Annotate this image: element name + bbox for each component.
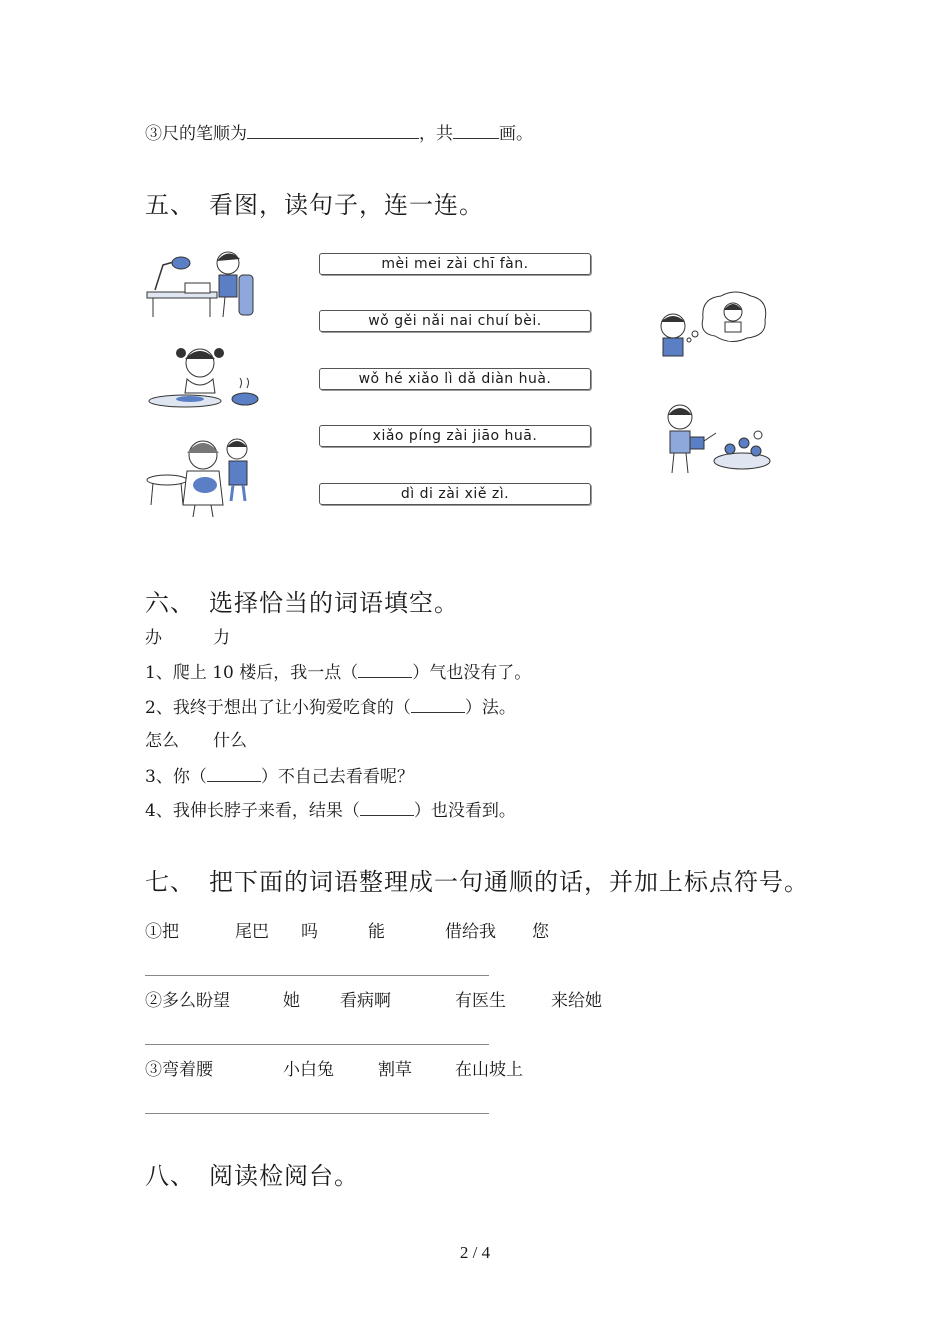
sentence-1-blank[interactable] bbox=[358, 661, 412, 678]
sentence-3-after: ）不自己去看看呢？ bbox=[260, 767, 414, 787]
reorder-row-3 bbox=[145, 1059, 645, 1081]
sentence-4-before: 4、我伸长脖子来看，结果（ bbox=[145, 801, 360, 821]
sentence-4-blank[interactable] bbox=[360, 799, 414, 816]
girl-watering-flowers-illustration bbox=[660, 403, 772, 475]
section7-title: 把下面的词语整理成一句通顺的话，并加上标点符号。 bbox=[209, 868, 809, 896]
boy-writing-illustration bbox=[145, 245, 260, 320]
word-choice: 办 bbox=[145, 628, 162, 648]
sentence-2-before: 2、我终于想出了让小狗爱吃食的（ bbox=[145, 698, 411, 718]
pinyin-sentence-1[interactable]: mèi mei zài chī fàn. bbox=[319, 253, 591, 275]
word-choices-2 bbox=[145, 730, 345, 752]
section5-number: 五、 bbox=[145, 191, 195, 219]
q4-item3-middle: ，共 bbox=[419, 124, 453, 144]
girl-eating-illustration bbox=[145, 343, 265, 413]
reorder-word: ②多么盼望 bbox=[145, 991, 230, 1011]
sentence-1-after: ）气也没有了。 bbox=[412, 663, 532, 683]
answer-line-1[interactable] bbox=[145, 975, 489, 976]
section8-number: 八、 bbox=[145, 1162, 195, 1190]
stroke-order-blank[interactable] bbox=[247, 122, 419, 139]
q4-item3-prefix: ③尺的笔顺为 bbox=[145, 124, 247, 144]
reorder-word: 您 bbox=[532, 922, 549, 942]
sentence-2-blank[interactable] bbox=[411, 696, 465, 713]
sentence-3-blank[interactable] bbox=[207, 765, 261, 782]
sentence-1-before: 1、爬上 10 楼后，我一点（ bbox=[145, 663, 359, 683]
sentence-3-before: 3、你（ bbox=[145, 767, 207, 787]
reorder-word: 割草 bbox=[378, 1060, 412, 1080]
grandma-back-rub-illustration bbox=[145, 435, 260, 520]
answer-line-3[interactable] bbox=[145, 1113, 489, 1114]
section8-title: 阅读检阅台。 bbox=[209, 1162, 359, 1190]
section7-heading bbox=[145, 867, 809, 897]
section6-number: 六、 bbox=[145, 589, 195, 617]
pinyin-sentence-4[interactable]: xiǎo píng zài jiāo huā. bbox=[319, 425, 591, 447]
reorder-word: 来给她 bbox=[551, 991, 602, 1011]
stroke-count-blank[interactable] bbox=[453, 122, 499, 139]
sentence-4-after: ）也没看到。 bbox=[413, 801, 516, 821]
reorder-word: 看病啊 bbox=[340, 991, 391, 1011]
pinyin-sentence-2[interactable]: wǒ gěi nǎi nai chuí bèi. bbox=[319, 310, 591, 332]
reorder-word: 借给我 bbox=[445, 922, 496, 942]
reorder-word: 在山坡上 bbox=[455, 1060, 523, 1080]
pinyin-sentence-3[interactable]: wǒ hé xiǎo lì dǎ diàn huà. bbox=[319, 368, 591, 390]
q4-item3-suffix: 画。 bbox=[499, 124, 533, 144]
reorder-row-2 bbox=[145, 990, 645, 1012]
reorder-word: 有医生 bbox=[455, 991, 506, 1011]
sentence-3 bbox=[145, 765, 414, 788]
reorder-word: ③弯着腰 bbox=[145, 1060, 213, 1080]
sentence-1 bbox=[145, 661, 531, 684]
page-number: 2 / 4 bbox=[459, 1243, 491, 1262]
section7-number: 七、 bbox=[145, 868, 195, 896]
pinyin-sentence-5[interactable]: dì di zài xiě zì. bbox=[319, 483, 591, 505]
section5-title: 看图，读句子，连一连。 bbox=[209, 191, 484, 219]
reorder-word: 尾巴 bbox=[235, 922, 269, 942]
reorder-word: 能 bbox=[368, 922, 385, 942]
word-choice: 怎么 bbox=[145, 731, 179, 751]
reorder-word: 她 bbox=[283, 991, 300, 1011]
reorder-row-1 bbox=[145, 921, 645, 943]
word-choice: 力 bbox=[213, 628, 230, 648]
reorder-word: 吗 bbox=[301, 922, 318, 942]
word-choices-1 bbox=[145, 627, 345, 649]
sentence-2 bbox=[145, 696, 516, 719]
q4-item3 bbox=[145, 122, 533, 145]
boy-phone-call-illustration bbox=[655, 290, 770, 358]
word-choice: 什么 bbox=[213, 731, 247, 751]
section5-heading bbox=[145, 190, 484, 220]
section6-title: 选择恰当的词语填空。 bbox=[209, 589, 459, 617]
section6-heading bbox=[145, 588, 459, 618]
answer-line-2[interactable] bbox=[145, 1044, 489, 1045]
sentence-4 bbox=[145, 799, 516, 822]
section8-heading bbox=[145, 1161, 359, 1191]
reorder-word: 小白兔 bbox=[283, 1060, 334, 1080]
reorder-word: ①把 bbox=[145, 922, 179, 942]
sentence-2-after: ）法。 bbox=[464, 698, 516, 718]
